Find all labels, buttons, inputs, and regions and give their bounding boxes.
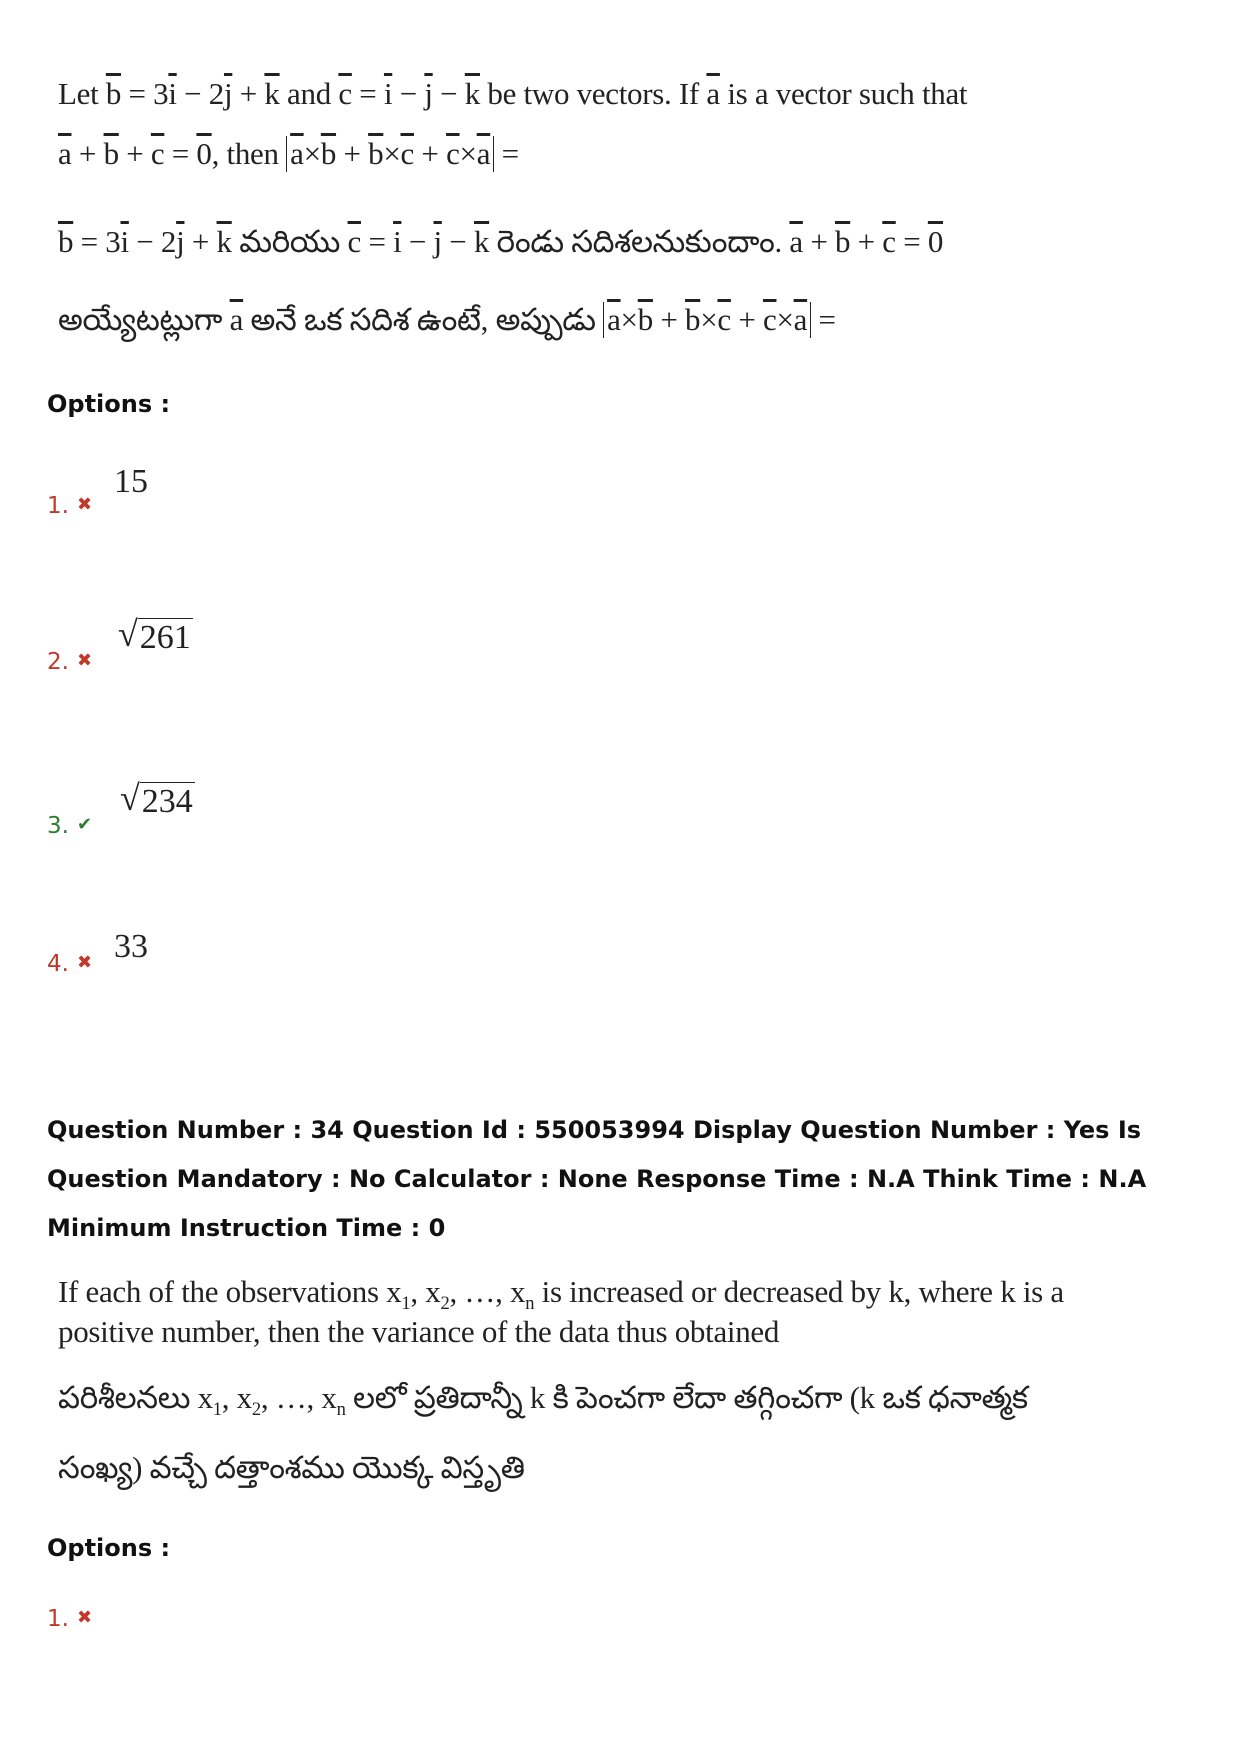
question-34-english-line-2: positive number, then the variance of the data thus obtained xyxy=(58,1314,780,1349)
radicand: 234 xyxy=(141,783,193,820)
cross-icon: ✖ xyxy=(76,952,93,973)
option-4[interactable] xyxy=(47,951,92,977)
option-2[interactable] xyxy=(47,649,92,675)
question-34-english-line-1: If each of the observations $x_1$, $x_2$, …, $x_n$ is increased or decreased by k, where k is a xyxy=(58,1274,1064,1315)
option-4-value: 33 xyxy=(114,928,148,965)
option-number: 1. xyxy=(47,493,69,519)
question-34-meta: Question Number : 34 Question Id : 550053994 Display Question Number : Yes Is Question Mandatory : No Calculator : None Response Time : N.A Think Time : N.A Minimum Instruction Time : 0 xyxy=(47,1116,1147,1242)
question-33-telugu-line-1: $\overline{b} = 3\overline{i} - 2\overline{j} + \overline{k}$ మరియు $\overline{c} = \overline{i} - \overline{j} - \overline{k}$ రెండు సదిశలనుకుందాం. $\overline{a} + \overline{b} + \overline{c} = 0$ xyxy=(58,224,944,259)
options-label: Options : xyxy=(47,390,171,418)
cross-icon: ✖ xyxy=(76,650,93,671)
option-3-value: √ 234 xyxy=(120,778,193,820)
cross-icon: ✖ xyxy=(76,1607,93,1628)
check-icon: ✔ xyxy=(76,814,93,835)
option-2-value: √ 261 xyxy=(118,614,191,656)
radicand: 261 xyxy=(139,619,191,656)
option-3[interactable] xyxy=(47,813,92,839)
question-33-english-line-1: Let $\overline{b} = 3\overline{i} - 2\overline{j} + \overline{k}$ and $\overline{c} = \overline{i} - \overline{j} - \overline{k}$ be two vectors. If $\overline{a}$ is a vector such that xyxy=(58,76,968,111)
question-34-telugu-line-1: పరిశీలనలు $x_1$, $x_2$, …, $x_n$ లలో ప్రతిదాన్నీ k కి పెంచగా లేదా తగ్గించగా (k ఒక ధనాత్మక xyxy=(58,1380,1028,1421)
option-number: 4. xyxy=(47,951,69,977)
option-1-value: 15 xyxy=(114,463,148,500)
options-label: Options : xyxy=(47,1534,171,1562)
question-33-telugu-line-2: అయ్యేటట్లుగా $\overline{a}$ అనే ఒక సదిశ ఉంటే, అప్పుడు $\overline{a}\times\overline{b} + \overline{b}\times\overline{c} + \overline{c}\times\overline{a}$ = xyxy=(58,302,836,337)
option-1[interactable] xyxy=(47,1606,92,1632)
cross-icon: ✖ xyxy=(76,494,93,515)
question-34-telugu-line-2: సంఖ్య) వచ్చే దత్తాంశము యొక్క విస్తృతి xyxy=(58,1450,525,1485)
option-number: 2. xyxy=(47,649,69,675)
question-33-english-line-2: $\overline{a} + \overline{b} + \overline{c} = 0$, then $\overline{a}\times\overline{b} + \overline{b}\times\overline{c} + \overline{c}\times\overline{a}$ = xyxy=(58,136,519,171)
option-number: 3. xyxy=(47,813,69,839)
option-1[interactable] xyxy=(47,493,92,519)
option-number: 1. xyxy=(47,1606,69,1632)
